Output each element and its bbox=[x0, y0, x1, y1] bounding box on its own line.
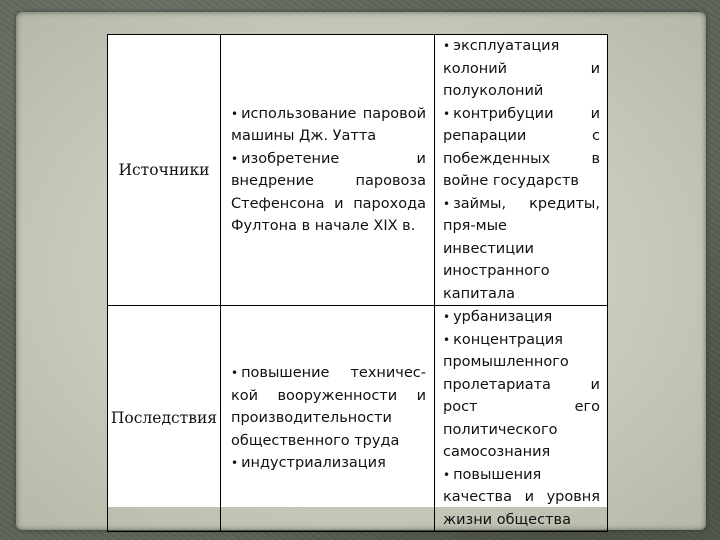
list-item: • использование паровой машины Дж. Уатта bbox=[231, 105, 426, 144]
list-item: • концентрация промышленного пролетариата и рост его политического самосознания bbox=[443, 331, 600, 460]
list-item: • контрибуции и репарации с побежденных в войне государств bbox=[443, 105, 600, 189]
bullet-icon: • bbox=[443, 310, 451, 324]
bullet-icon: • bbox=[231, 106, 239, 121]
row-header-label: Источники bbox=[118, 160, 210, 179]
list-item: • индустриализация bbox=[231, 455, 386, 472]
cell-sources-technology bbox=[221, 35, 435, 306]
bullet-icon: • bbox=[231, 456, 239, 471]
bullet-icon: • bbox=[443, 39, 451, 53]
row-header-label: Последствия bbox=[110, 409, 218, 428]
bullet-icon: • bbox=[231, 366, 239, 381]
bullet-icon: • bbox=[443, 106, 451, 121]
bullet-icon: • bbox=[443, 467, 451, 482]
bullet-icon: • bbox=[443, 332, 451, 347]
row-header-consequences bbox=[108, 306, 221, 532]
list-item: • займы, кредиты, пря-мые инвестиции иностранного капитала bbox=[443, 195, 600, 302]
row-header-sources bbox=[108, 35, 221, 306]
list-item: • повышения качества и уровня жизни общества bbox=[443, 466, 600, 528]
table-row-sources bbox=[108, 35, 608, 306]
cell-consequences-society bbox=[435, 306, 608, 532]
list-item: • урбанизация bbox=[443, 309, 553, 325]
bullet-icon: • bbox=[231, 151, 239, 166]
cell-sources-finance bbox=[435, 35, 608, 306]
list-item: • эксплуатация колоний и полуколоний bbox=[443, 38, 600, 99]
list-item: • повышение техничес-кой вооруженности и производительности общественного труда bbox=[231, 365, 426, 449]
cell-consequences-production bbox=[221, 306, 435, 532]
bullet-icon: • bbox=[443, 196, 451, 211]
table-row-consequences bbox=[108, 306, 608, 532]
content-table bbox=[107, 34, 608, 528]
list-item: • изобретение и внедрение паровоза Стефенсона и парохода Фултона в начале XIX в. bbox=[231, 150, 426, 234]
